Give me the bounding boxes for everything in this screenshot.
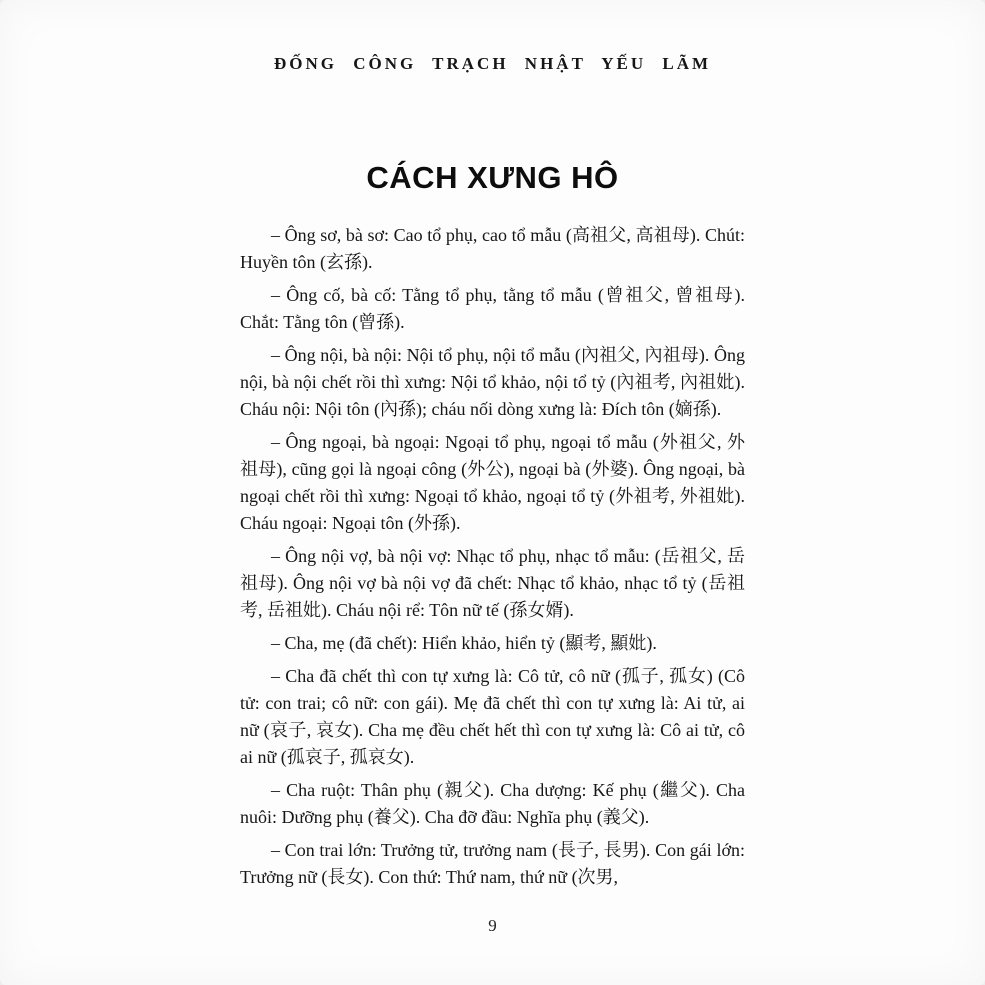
running-header: ĐỐNG CÔNG TRẠCH NHẬT YẾU LÃM	[273, 54, 712, 73]
body-paragraph: – Con trai lớn: Trưởng tử, trưởng nam (長子, 長男). Con gái lớn: Trưởng nữ (長女). Con thứ: Thứ nam, thứ nữ (次男,	[240, 840, 745, 887]
body-paragraph: – Ông sơ, bà sơ: Cao tổ phụ, cao tổ mẫu (高祖父, 高祖母). Chút: Huyền tôn (玄孫).	[240, 225, 745, 272]
body-paragraph: – Ông ngoại, bà ngoại: Ngoại tổ phụ, ngoại tổ mẫu (外祖父, 外祖母), cũng gọi là ngoại công (外公), ngoại bà (外婆). Ông ngoại, bà ngoại chết rồi thì xưng: Ngoại tổ khảo, ngoại tổ tỷ (外祖考, 外祖妣). Cháu ngoại: Ngoại tôn (外孫).	[240, 432, 745, 533]
body-paragraph: – Ông cố, bà cố: Tằng tổ phụ, tằng tổ mẫu (曾祖父, 曾祖母). Chắt: Tằng tôn (曾孫).	[240, 285, 745, 332]
chapter-title: CÁCH XƯNG HÔ	[366, 160, 619, 195]
body-paragraph: – Ông nội, bà nội: Nội tổ phụ, nội tổ mẫu (內祖父, 內祖母). Ông nội, bà nội chết rồi thì xưng: Nội tổ khảo, nội tổ tỷ (內祖考, 內祖妣). Cháu nội: Nội tôn (內孫); cháu nối dòng xưng là: Đích tôn (嫡孫).	[240, 345, 745, 419]
body-paragraph: – Cha ruột: Thân phụ (親父). Cha dượng: Kế phụ (繼父). Cha nuôi: Dưỡng phụ (養父). Cha đỡ đầu: Nghĩa phụ (義父).	[240, 780, 745, 827]
body-text	[240, 222, 745, 891]
page-number: 9	[488, 916, 497, 935]
body-paragraph: – Ông nội vợ, bà nội vợ: Nhạc tổ phụ, nhạc tổ mẫu: (岳祖父, 岳祖母). Ông nội vợ bà nội vợ đã chết: Nhạc tổ khảo, nhạc tổ tỷ (岳祖考, 岳祖妣). Cháu nội rể: Tôn nữ tế (孫女婿).	[240, 546, 745, 620]
body-paragraph: – Cha, mẹ (đã chết): Hiển khảo, hiển tỷ (顯考, 顯妣).	[271, 633, 657, 653]
body-paragraph: – Cha đã chết thì con tự xưng là: Cô tử, cô nữ (孤子, 孤女) (Cô tử: con trai; cô nữ: con gái). Mẹ đã chết thì con tự xưng là: Ai tử, ai nữ (哀子, 哀女). Cha mẹ đều chết hết thì con tự xưng là: Cô ai tử, cô ai nữ (孤哀子, 孤哀女).	[240, 666, 745, 767]
